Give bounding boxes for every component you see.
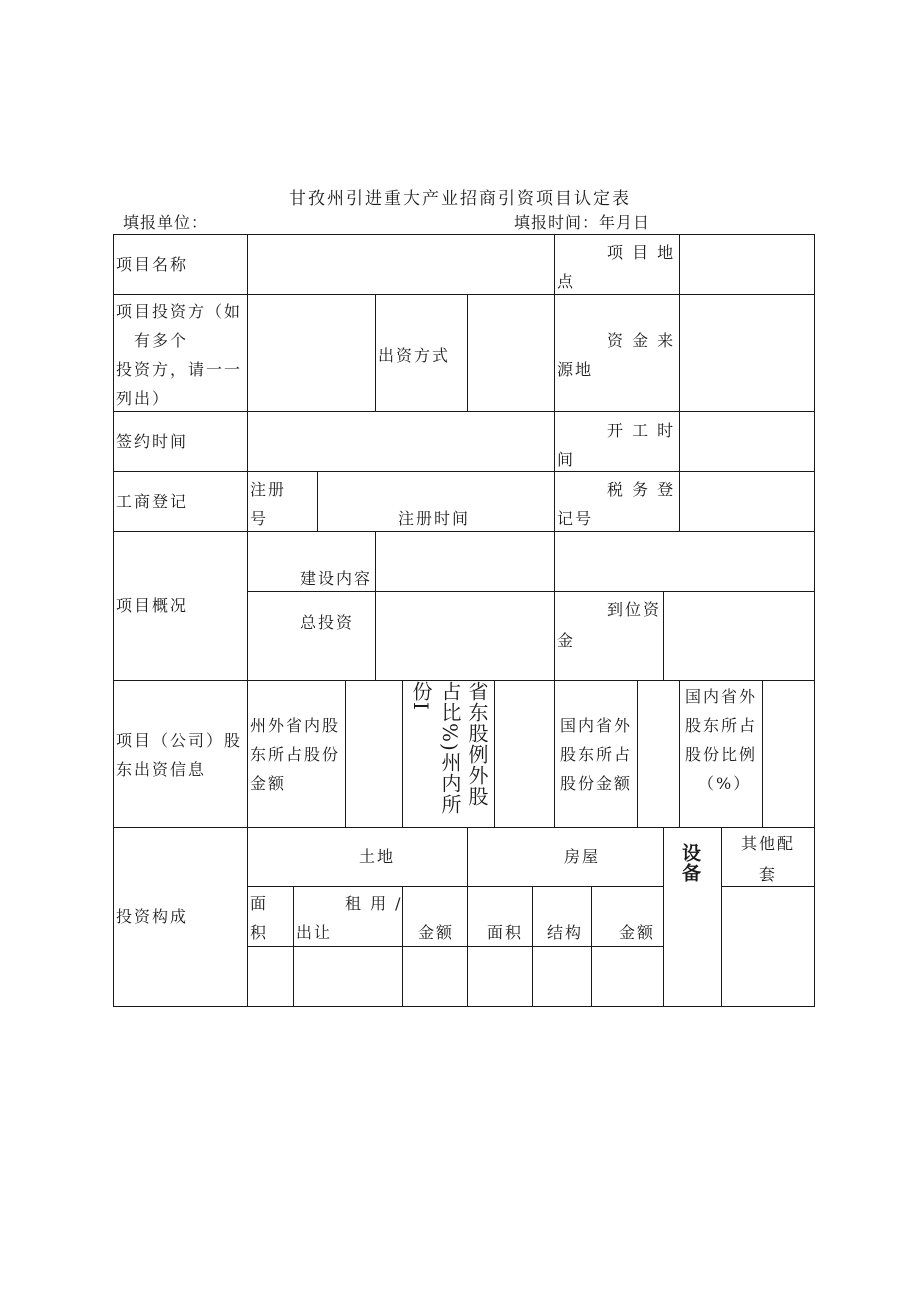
land-area-label: 面 bbox=[250, 894, 269, 913]
table-line bbox=[637, 680, 638, 828]
start-time-label: 开 工 时 bbox=[607, 421, 676, 440]
table-line bbox=[113, 1006, 815, 1007]
project-location-label: 点 bbox=[557, 272, 576, 291]
total-investment-label: 总投资 bbox=[300, 613, 355, 632]
table-line bbox=[113, 234, 815, 235]
house-structure-label: 结构 bbox=[547, 923, 584, 942]
fill-unit-label: 填报单位： bbox=[123, 213, 209, 232]
land-label: 土地 bbox=[359, 847, 396, 866]
fund-source-label: 源地 bbox=[557, 360, 594, 379]
out-province-ratio-label: （%） bbox=[698, 774, 752, 793]
shareholder-info-label: 项目（公司）股 bbox=[116, 731, 243, 750]
fill-time-label: 填报时间：年月日 bbox=[514, 213, 651, 232]
investor-label: 有多个 bbox=[134, 331, 189, 350]
other-supporting-label: 其他配 bbox=[741, 834, 796, 853]
table-line bbox=[721, 827, 722, 1007]
table-line bbox=[762, 680, 763, 828]
land-area-label: 积 bbox=[250, 923, 269, 942]
table-line bbox=[532, 886, 533, 1007]
out-province-ratio-label: 股东所占 bbox=[685, 716, 758, 735]
table-line bbox=[554, 680, 555, 828]
in-province-amount-label: 金额 bbox=[250, 774, 287, 793]
table-line bbox=[293, 886, 294, 1007]
in-province-ratio-label: 省东股例外股 bbox=[465, 681, 489, 807]
in-province-amount-label: 州外省内股 bbox=[250, 716, 341, 735]
table-line bbox=[113, 294, 815, 295]
table-line bbox=[467, 294, 468, 412]
table-line bbox=[113, 827, 815, 828]
other-supporting-label: 套 bbox=[759, 865, 778, 884]
in-province-ratio-label: 占比%)州内所 bbox=[438, 681, 462, 815]
table-line bbox=[247, 886, 663, 887]
investor-label: 投资方，请一一 bbox=[116, 360, 243, 379]
table-line bbox=[317, 471, 318, 532]
land-amount-label: 金额 bbox=[418, 923, 455, 942]
table-line bbox=[494, 680, 495, 828]
tax-registration-label: 记号 bbox=[557, 509, 594, 528]
table-line bbox=[402, 680, 403, 828]
house-label: 房屋 bbox=[564, 847, 601, 866]
project-location-label: 项 目 地 bbox=[607, 243, 676, 262]
construction-content-label: 建设内容 bbox=[300, 569, 373, 588]
form-title: 甘孜州引进重大产业招商引资项目认定表 bbox=[289, 189, 631, 209]
table-line bbox=[375, 531, 376, 681]
lease-transfer-label: 租 用 / bbox=[345, 894, 403, 913]
table-line bbox=[247, 234, 248, 1007]
signing-time-label: 签约时间 bbox=[116, 432, 189, 451]
investor-label: 项目投资方（如 bbox=[116, 302, 243, 321]
table-line bbox=[113, 680, 815, 681]
in-province-ratio-label: 份I bbox=[409, 681, 433, 711]
out-province-amount-label: 国内省外 bbox=[560, 716, 633, 735]
table-line bbox=[679, 234, 680, 532]
certification-table bbox=[113, 234, 815, 1007]
table-line bbox=[814, 234, 815, 1007]
table-line bbox=[663, 591, 664, 681]
table-line bbox=[113, 411, 815, 412]
table-line bbox=[554, 234, 555, 592]
table-line bbox=[554, 591, 555, 681]
tax-registration-label: 税 务 登 bbox=[607, 480, 676, 499]
in-province-amount-label: 东所占股份 bbox=[250, 745, 341, 764]
out-province-ratio-label: 股份比例 bbox=[685, 745, 758, 764]
house-amount-label: 金额 bbox=[619, 923, 656, 942]
investor-label: 列出） bbox=[116, 389, 171, 408]
table-line bbox=[113, 471, 815, 472]
out-province-ratio-label: 国内省外 bbox=[685, 687, 758, 706]
table-line bbox=[113, 234, 114, 1007]
table-line bbox=[467, 827, 468, 1007]
business-registration-label: 工商登记 bbox=[116, 492, 189, 511]
out-province-amount-label: 股东所占 bbox=[560, 745, 633, 764]
out-province-amount-label: 股份金额 bbox=[560, 774, 633, 793]
table-line bbox=[679, 680, 680, 828]
registration-time-label: 注册时间 bbox=[398, 509, 471, 528]
shareholder-info-label: 东出资信息 bbox=[116, 760, 207, 779]
registration-number-label: 注册 bbox=[250, 480, 287, 499]
project-name-label: 项目名称 bbox=[116, 255, 189, 274]
table-line bbox=[345, 680, 346, 828]
start-time-label: 间 bbox=[557, 450, 576, 469]
funds-in-place-label: 金 bbox=[557, 631, 576, 650]
table-line bbox=[663, 827, 664, 1007]
equipment-label: 设备 bbox=[679, 843, 701, 883]
project-overview-label: 项目概况 bbox=[116, 596, 189, 615]
fund-source-label: 资 金 来 bbox=[607, 331, 676, 350]
table-line bbox=[375, 294, 376, 412]
table-line bbox=[591, 886, 592, 1007]
lease-transfer-label: 出让 bbox=[296, 923, 333, 942]
investment-composition-label: 投资构成 bbox=[116, 907, 189, 926]
funds-in-place-label: 到位资 bbox=[607, 600, 662, 619]
investment-method-label: 出资方式 bbox=[378, 346, 451, 365]
registration-number-label: 号 bbox=[250, 509, 269, 528]
house-area-label: 面积 bbox=[487, 923, 524, 942]
